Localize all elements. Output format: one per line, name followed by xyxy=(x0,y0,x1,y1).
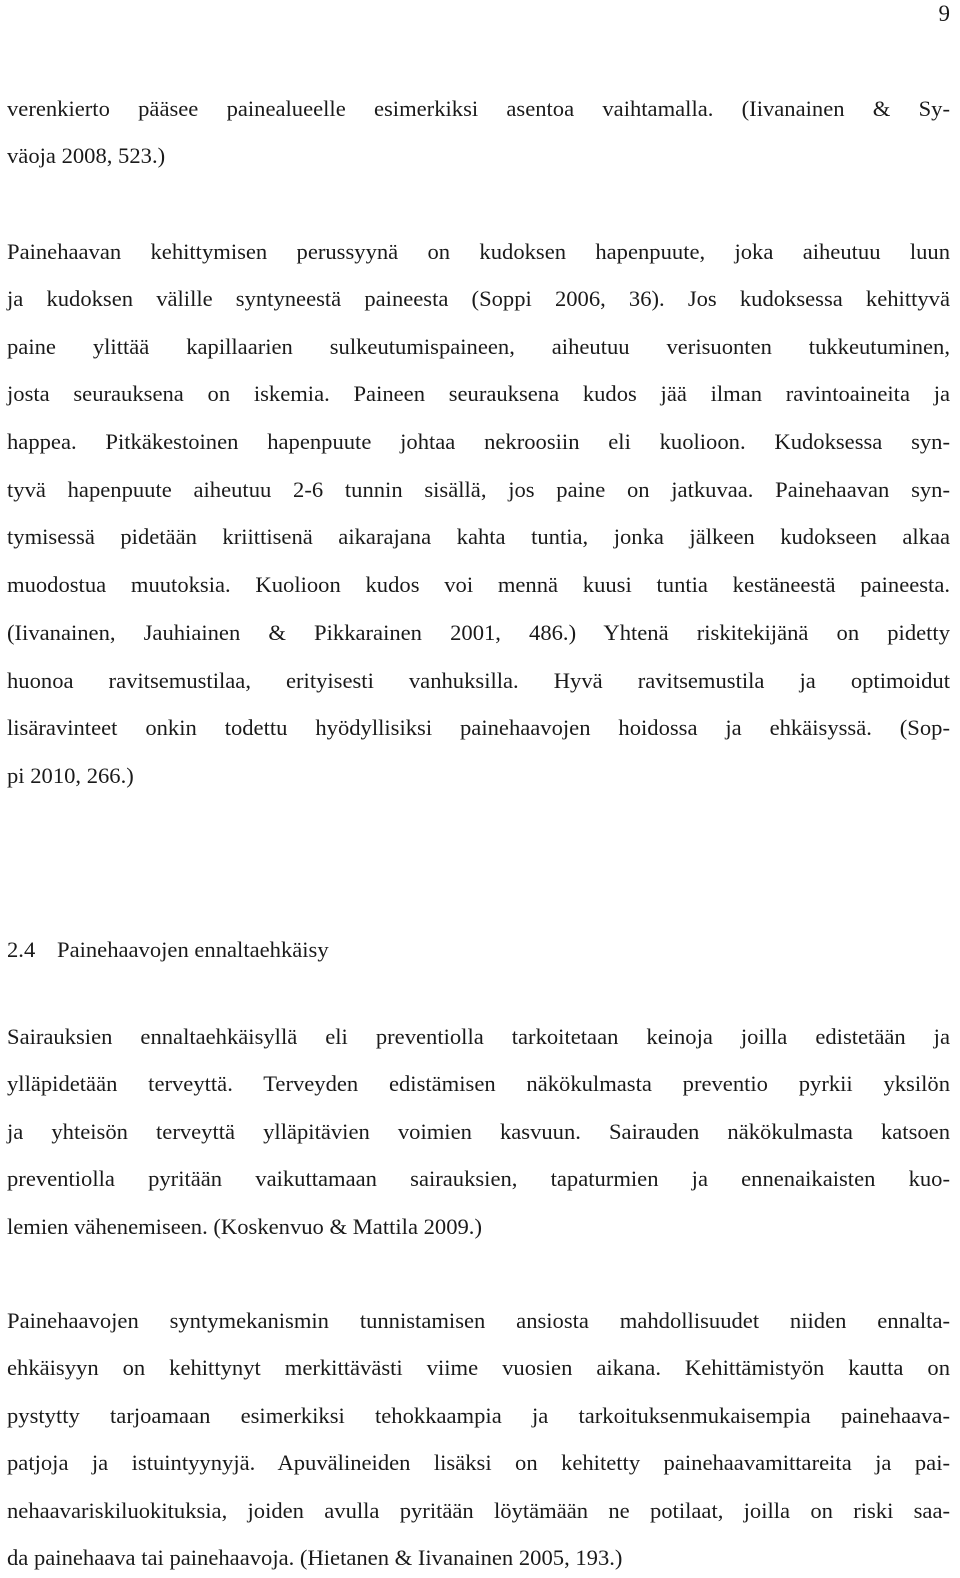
section-heading xyxy=(7,935,950,965)
paragraph-line: preventiolla pyritään vaikuttamaan sairauksien, tapaturmien ja ennenaikaisten kuo- xyxy=(7,1166,950,1191)
paragraph-line: lemien vähenemiseen. (Koskenvuo & Mattila 2009.) xyxy=(7,1214,482,1239)
paragraph-line: Painehaavojen syntymekanismin tunnistamisen ansiosta mahdollisuudet niiden ennalta- xyxy=(7,1308,950,1333)
paragraph-line: patjoja ja istuintyynyjä. Apuvälineiden lisäksi on kehitetty painehaavamittareita ja pai- xyxy=(7,1450,950,1475)
paragraph-line: huonoa ravitsemustilaa, erityisesti vanhuksilla. Hyvä ravitsemustila ja optimoidut xyxy=(7,668,950,693)
paragraph-line: (Iivanainen, Jauhiainen & Pikkarainen 2001, 486.) Yhtenä riskitekijänä on pidetty xyxy=(7,620,950,645)
paragraph-line: tyvä hapenpuute aiheutuu 2-6 tunnin sisällä, jos paine on jatkuvaa. Painehaavan syn- xyxy=(7,477,950,502)
paragraph-line: ehkäisyyn on kehittynyt merkittävästi viime vuosien aikana. Kehittämistyön kautta on xyxy=(7,1355,950,1380)
paragraph-line: Sairauksien ennaltaehkäisyllä eli preventiolla tarkoitetaan keinoja joilla edistetään ja xyxy=(7,1024,950,1049)
paragraph-line: josta seurauksena on iskemia. Paineen seurauksena kudos jää ilman ravintoaineita ja xyxy=(7,381,950,406)
paragraph-line: muodostua muutoksia. Kuolioon kudos voi mennä kuusi tuntia kestäneestä paineesta. xyxy=(7,572,950,597)
paragraph-line: väoja 2008, 523.) xyxy=(7,143,166,168)
paragraph-line: nehaavariskiluokituksia, joiden avulla pyritään löytämään ne potilaat, joilla on riski saa- xyxy=(7,1498,950,1523)
paragraph-line: ja kudoksen välille syntyneestä paineesta (Soppi 2006, 36). Jos kudoksessa kehittyvä xyxy=(7,286,950,311)
page-number: 9 xyxy=(938,1,950,26)
paragraph-line: verenkierto pääsee painealueelle esimerkiksi asentoa vaihtamalla. (Iivanainen & Sy- xyxy=(7,96,950,121)
paragraph-line: Painehaavan kehittymisen perussyynä on kudoksen hapenpuute, joka aiheutuu luun xyxy=(7,239,950,264)
section-title: Painehaavojen ennaltaehkäisy xyxy=(57,937,329,962)
paragraph-line: ja yhteisön terveyttä ylläpitävien voimien kasvuun. Sairauden näkökulmasta katsoen xyxy=(7,1119,950,1144)
paragraph-line: happea. Pitkäkestoinen hapenpuute johtaa nekroosiin eli kuolioon. Kudoksessa syn- xyxy=(7,429,950,454)
paragraph-line: pystytty tarjoamaan esimerkiksi tehokkaampia ja tarkoituksenmukaisempia painehaava- xyxy=(7,1403,950,1428)
paragraph-line: ylläpidetään terveyttä. Terveyden edistämisen näkökulmasta preventio pyrkii yksilön xyxy=(7,1071,950,1096)
section-number: 2.4 xyxy=(7,937,36,962)
paragraph-line: paine ylittää kapillaarien sulkeutumispaineen, aiheutuu verisuonten tukkeutuminen, xyxy=(7,334,950,359)
paragraph-line: lisäravinteet onkin todettu hyödyllisiksi painehaavojen hoidossa ja ehkäisyssä. (Sop- xyxy=(7,715,950,740)
paragraph-line: da painehaava tai painehaavoja. (Hietanen & Iivanainen 2005, 193.) xyxy=(7,1545,623,1570)
paragraph-line: pi 2010, 266.) xyxy=(7,763,134,788)
paragraph-line: tymisessä pidetään kriittisenä aikarajana kahta tuntia, jonka jälkeen kudokseen alkaa xyxy=(7,524,950,549)
